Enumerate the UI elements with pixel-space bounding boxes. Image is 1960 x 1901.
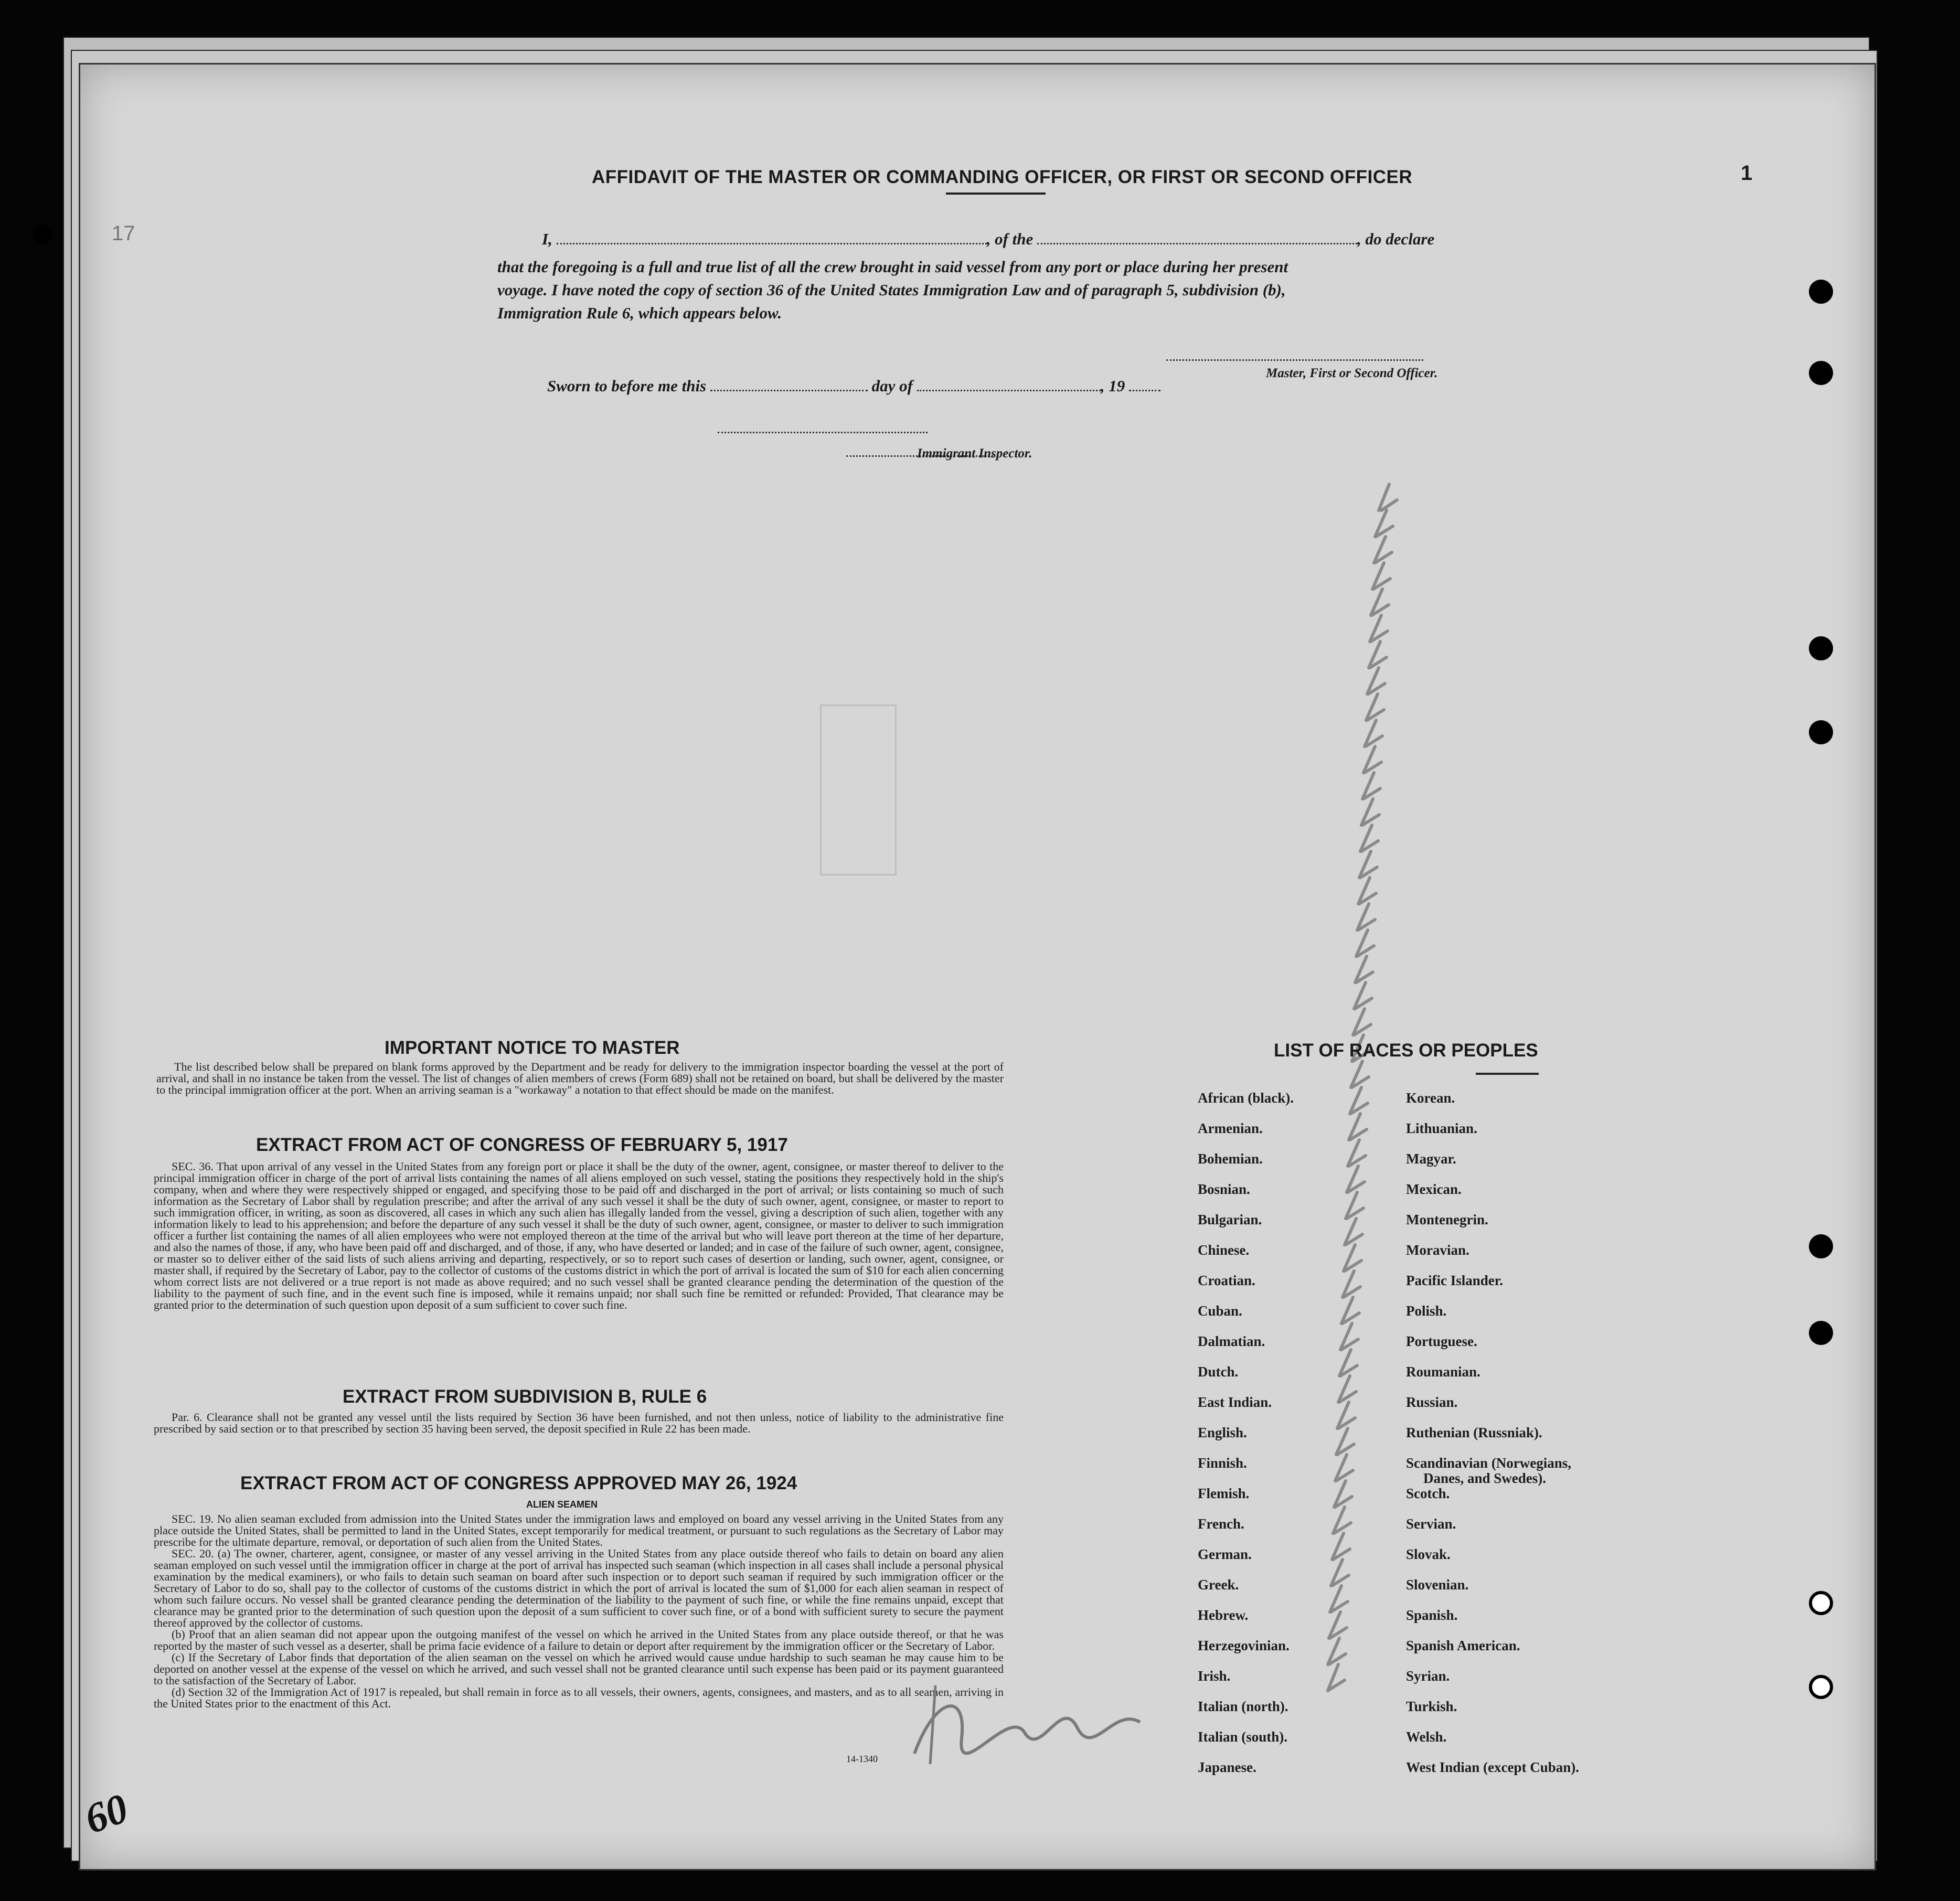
page-number: 1 xyxy=(1741,162,1753,185)
race-right-17: Spanish. xyxy=(1406,1607,1458,1623)
title-underline xyxy=(946,193,1046,195)
punch-hole xyxy=(1809,720,1833,744)
extract-1924-sec20a: SEC. 20. (a) The owner, charterer, agent, consignee, or master of any vessel arriving in the United States from any place outside thereof who fails to detain on board any alien seaman employed on such vessel until the immigration officer in charge at the port of arrival has inspected such seaman (which inspection in all cases shall include a personal physical examination by the medical examiners), or who fails to detain such seaman on board after such inspection or to deport such seaman if required by such immigration officer or the Secretary of Labor to do so, shall pay to the collector of customs of the customs district in which the port of arrival is located the sum of $1,000 for each alien seaman in respect of whom such failure occurs. No vessel shall be granted clearance pending the determination of the liability to the payment of such fine, or while the fine remains unpaid, except that clearance may be granted prior to the determination of such question upon the deposit of a sum sufficient to cover such fine, or of a bond with sufficient surety to secure the payment thereof approved by the collector of customs. xyxy=(154,1547,1004,1629)
document-page xyxy=(79,63,1876,1871)
name-blank xyxy=(557,236,987,244)
race-right-1: Lithuanian. xyxy=(1406,1120,1477,1136)
rule6-title: EXTRACT FROM SUBDIVISION B, RULE 6 xyxy=(343,1386,707,1407)
race-left-19: Irish. xyxy=(1198,1668,1231,1684)
extract-1917-text xyxy=(154,1161,1004,1311)
race-left-15: German. xyxy=(1198,1546,1252,1562)
race-right-15: Slovak. xyxy=(1406,1546,1451,1562)
race-right-20: Turkish. xyxy=(1406,1699,1457,1714)
affidavit-body-3: Immigration Rule 6, which appears below. xyxy=(497,304,782,322)
race-left-0: African (black). xyxy=(1198,1090,1294,1106)
race-left-2: Bohemian. xyxy=(1198,1151,1263,1167)
race-left-9: Dutch. xyxy=(1198,1364,1239,1380)
punch-hole-ring xyxy=(1809,1675,1833,1699)
extract-1917-paragraph: SEC. 36. That upon arrival of any vessel in the United States from any foreign port or place it shall be the duty of the owner, agent, consignee, or master thereof to deliver to the principal immigration officer in charge of the port of arrival lists containing the names of all aliens employed on such vessel, stating the positions they respectively hold in the ship's company, when and where they were respectively shipped or engaged, and specifying those to be paid off and discharged in the port of arrival; or lists containing so much of such information as the Secretary of Labor shall by regulation prescribe; and after the arrival of any such vessel it shall be the duty of such owner, agent, consignee, or master to report to such immigration officer, in writing, as soon as discovered, all cases in which any such alien has illegally landed from the vessel, giving a description of such alien, together with any information likely to lead to his apprehension; and before the departure of any such vessel it shall be the duty of such owner, agent, consignee, or master to deliver to such immigration officer a further list containing the names of all alien employees who were not employed thereon at the time of the arrival but who will leave port thereon at the time of her departure, and also the names of those, if any, who have been paid off and discharged, and of those, if any, who have deserted or landed; and in case of the failure of such owner, agent, consignee, or master so to deliver either of the said lists of such aliens arriving and departing, respectively, or so to report such cases of desertion or landing, such owner, agent, consignee, or master shall, if required by the Secretary of Labor, pay to the collector of customs of the customs district in which the port of arrival is located the sum of $10 for each alien concerning whom correct lists are not delivered or a true report is not made as above required; and no such vessel shall be granted clearance pending the determination of the question of the liability to the payment of such fine, and in the event such fine is imposed, while it remains unpaid; nor shall such fine be remitted or refunded: Provided, That clearance may be granted prior to the determination of such question upon deposit of a sum sufficient to cover such fine. xyxy=(154,1160,1004,1311)
race-left-18: Herzegovinian. xyxy=(1198,1638,1290,1653)
extract-1924-text xyxy=(154,1513,1004,1710)
race-left-11: English. xyxy=(1198,1425,1247,1440)
race-left-5: Chinese. xyxy=(1198,1242,1250,1258)
race-right-12: Scandinavian (Norwegians, xyxy=(1406,1455,1572,1471)
notice-paragraph: The list described below shall be prepared on blank forms approved by the Department and be ready for delivery to the immigration inspector boarding the vessel at the port of arrival, and shall in no instance be taken from the vessel. The list of changes of alien members of crews (Form 689) shall not be retained on board, but shall be delivered by the master to the principal immigration officer at the port. When an arriving seaman is a "workaway" a notation to that effect should be made on the manifest. xyxy=(156,1060,1004,1096)
race-left-10: East Indian. xyxy=(1198,1394,1272,1410)
day-blank xyxy=(710,382,868,391)
bottom-left-mark: 60 xyxy=(79,1785,134,1843)
race-right-21: Welsh. xyxy=(1406,1729,1447,1745)
races-title-underline xyxy=(1476,1073,1539,1075)
race-right-11: Ruthenian (Russniak). xyxy=(1406,1425,1542,1440)
form-number: 14-1340 xyxy=(846,1754,878,1764)
inspector-label: Immigrant Inspector. xyxy=(917,446,1032,461)
race-left-6: Croatian. xyxy=(1198,1273,1255,1288)
race-right-19: Syrian. xyxy=(1406,1668,1450,1684)
day-of-text: day of xyxy=(871,377,913,395)
extract-1924-sec19: SEC. 19. No alien seaman excluded from admission into the United States under the immigration laws and employed on board any vessel arriving in the United States from any place outside the United States, shall be permitted to land in the United States, except temporarily for medical treatment, or pursuant to such regulations as the Secretary of Labor may prescribe for the ultimate departure, removal, or deportation of such alien from the United States. xyxy=(154,1512,1004,1548)
extract-1924-sec20b: (b) Proof that an alien seaman did not appear upon the outgoing manifest of the vessel on which he arrived in the United States from any place outside thereof, or that he was reported by the master of such vessel as a deserter, shall be prima facie evidence of a failure to detain or deport after requirement by the immigration officer or the Secretary of Labor. xyxy=(154,1628,1004,1652)
punch-hole xyxy=(1809,361,1833,385)
race-right-8: Portuguese. xyxy=(1406,1333,1477,1349)
race-left-21: Italian (south). xyxy=(1198,1729,1288,1745)
check-marks xyxy=(1324,479,1413,1748)
affidavit-title: AFFIDAVIT OF THE MASTER OR COMMANDING OFFICER, OR FIRST OR SECOND OFFICER xyxy=(592,167,1413,187)
race-right-18: Spanish American. xyxy=(1406,1638,1520,1653)
race-left-13: Flemish. xyxy=(1198,1486,1250,1501)
faint-stamp xyxy=(820,704,897,875)
year-blank xyxy=(1129,382,1160,391)
race-left-16: Greek. xyxy=(1198,1577,1239,1593)
year-text: , 19 xyxy=(1100,377,1125,395)
race-right-12-cont: Danes, and Swedes). xyxy=(1423,1470,1547,1486)
month-blank xyxy=(917,382,1101,391)
declaration-line xyxy=(542,230,1434,249)
declare-do: , do declare xyxy=(1357,230,1435,248)
sworn-line xyxy=(547,377,1160,396)
handwritten-signature xyxy=(904,1675,1151,1769)
vessel-blank xyxy=(1037,236,1357,244)
master-label: Master, First or Second Officer. xyxy=(1266,366,1438,380)
race-left-8: Dalmatian. xyxy=(1198,1333,1265,1349)
extract-1924-sec20d: (d) Section 32 of the Immigration Act of 1917 is repealed, but shall remain in force as to all vessels, their owners, agents, consignees, and masters, and as to all seamen, arriving in the United States prior to the enactment of this Act. xyxy=(154,1685,1004,1710)
declare-i: I, xyxy=(542,230,552,248)
race-right-5: Moravian. xyxy=(1406,1242,1469,1258)
punch-hole xyxy=(1809,1321,1833,1345)
race-right-22: West Indian (except Cuban). xyxy=(1406,1759,1580,1775)
race-right-16: Slovenian. xyxy=(1406,1577,1469,1593)
extract-1924-subtitle: ALIEN SEAMEN xyxy=(526,1499,598,1510)
master-signature-line xyxy=(1166,359,1423,361)
edge-hole xyxy=(33,225,52,244)
notice-title: IMPORTANT NOTICE TO MASTER xyxy=(385,1038,680,1058)
race-right-0: Korean. xyxy=(1406,1090,1455,1106)
punch-hole xyxy=(1809,636,1833,660)
race-right-6: Pacific Islander. xyxy=(1406,1273,1503,1288)
race-left-17: Hebrew. xyxy=(1198,1607,1249,1623)
punch-hole-ring xyxy=(1809,1591,1833,1615)
affidavit-body-1: that the foregoing is a full and true list of all the crew brought in said vessel from any port or place during her present xyxy=(497,258,1288,276)
extract-1924-sec20c: (c) If the Secretary of Labor finds that deportation of the alien seaman on the vessel on which he arrived would cause undue hardship to such seaman he may cause him to be deported on another vessel at the expense of the vessel on which he arrived, and such vessel shall not be granted clearance until such expense has been paid or its payment guaranteed to the satisfaction of the Secretary of Labor. xyxy=(154,1651,1004,1687)
extract-1917-title: EXTRACT FROM ACT OF CONGRESS OF FEBRUARY 5, 1917 xyxy=(256,1135,788,1155)
sworn-text: Sworn to before me this xyxy=(547,377,707,395)
race-left-1: Armenian. xyxy=(1198,1120,1263,1136)
declare-of-the: , of the xyxy=(986,230,1034,248)
race-right-10: Russian. xyxy=(1406,1394,1458,1410)
inspector-signature-line xyxy=(718,432,928,433)
race-left-20: Italian (north). xyxy=(1198,1699,1288,1714)
rule6-paragraph: Par. 6. Clearance shall not be granted any vessel until the lists required by Section 36 have been furnished, and not then unless, notice of liability to the administrative fine prescribed by said section or to that prescribed by section 35 having been served, the deposit specified in Rule 22 has been made. xyxy=(154,1411,1004,1435)
races-title: LIST OF RACES OR PEOPLES xyxy=(1274,1040,1538,1061)
notice-text xyxy=(156,1061,1004,1096)
race-left-3: Bosnian. xyxy=(1198,1181,1250,1197)
extract-1924-title: EXTRACT FROM ACT OF CONGRESS APPROVED MAY 26, 1924 xyxy=(240,1473,797,1493)
race-right-4: Montenegrin. xyxy=(1406,1212,1488,1227)
punch-hole xyxy=(1809,280,1833,304)
race-left-7: Cuban. xyxy=(1198,1303,1242,1319)
race-right-7: Polish. xyxy=(1406,1303,1447,1319)
affidavit-body-2: voyage. I have noted the copy of section 36 of the United States Immigration Law and of paragraph 5, subdivision (b), xyxy=(497,281,1286,299)
rule6-text xyxy=(154,1412,1004,1435)
race-right-14: Servian. xyxy=(1406,1516,1456,1532)
race-left-14: French. xyxy=(1198,1516,1244,1532)
race-right-3: Mexican. xyxy=(1406,1181,1462,1197)
race-right-13: Scotch. xyxy=(1406,1486,1450,1501)
race-right-9: Roumanian. xyxy=(1406,1364,1480,1380)
race-right-2: Magyar. xyxy=(1406,1151,1456,1167)
race-left-22: Japanese. xyxy=(1198,1759,1256,1775)
race-left-12: Finnish. xyxy=(1198,1455,1247,1471)
race-left-4: Bulgarian. xyxy=(1198,1212,1262,1227)
punch-hole xyxy=(1809,1234,1833,1258)
corner-mark: 17 xyxy=(112,222,135,245)
